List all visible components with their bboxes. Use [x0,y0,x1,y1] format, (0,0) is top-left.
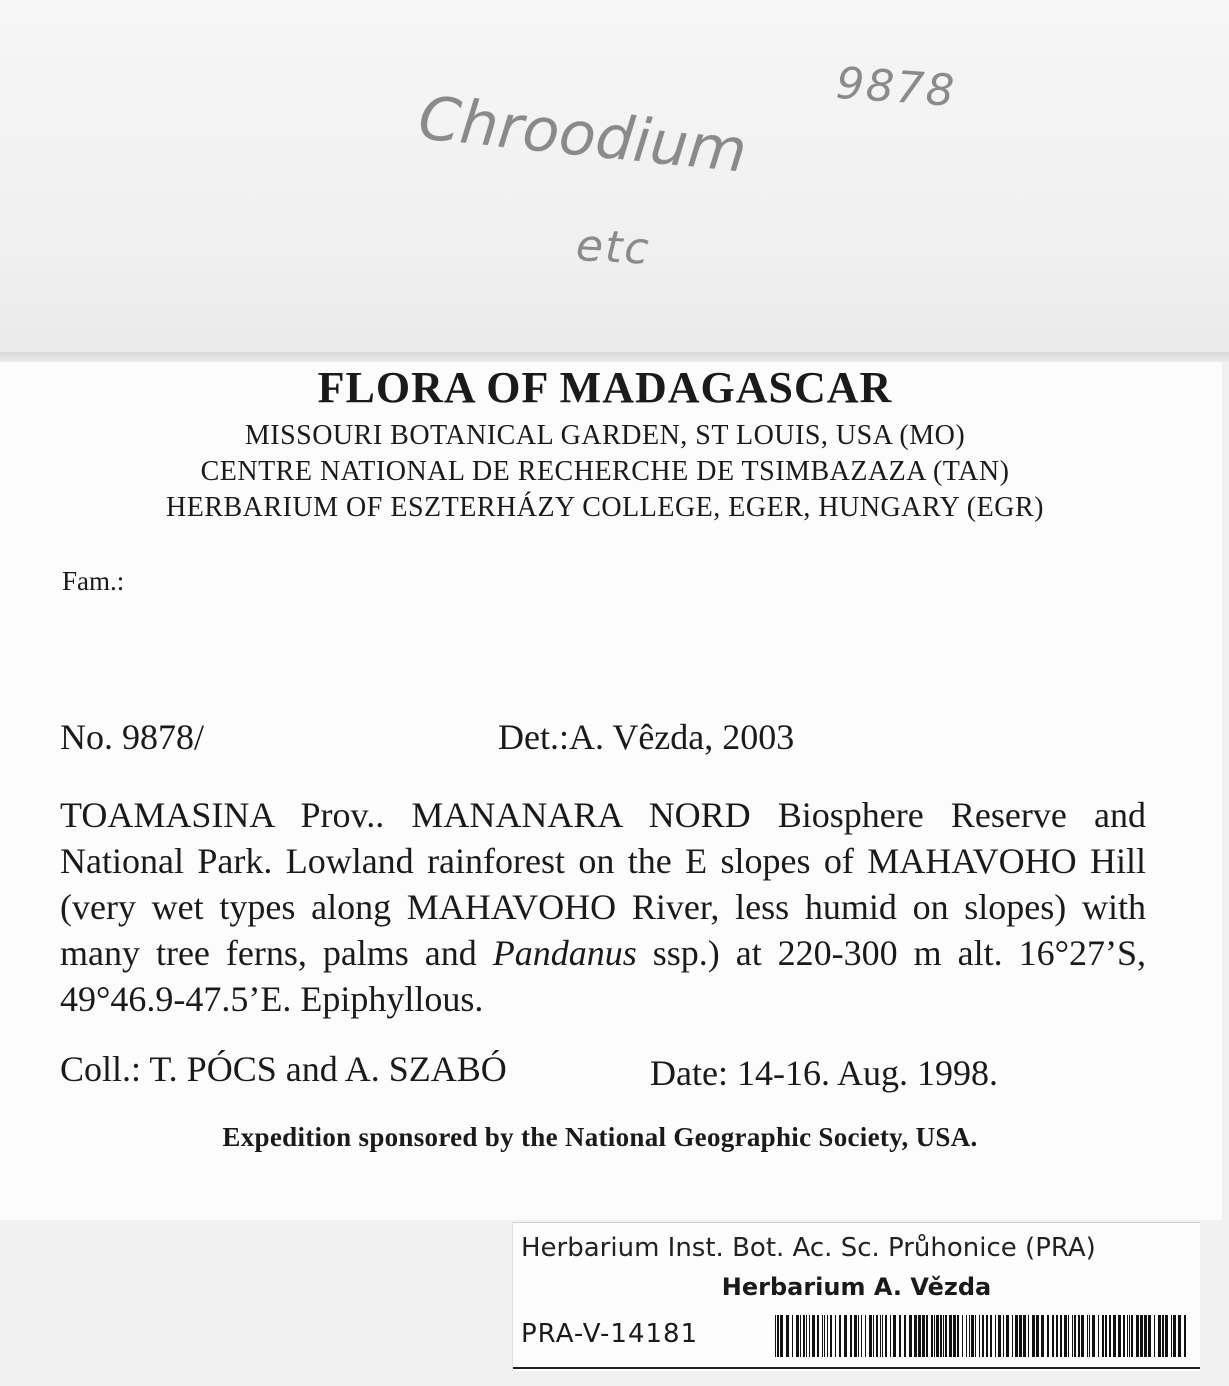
stamp-rule [513,1367,1200,1369]
institution-line-3: HERBARIUM OF ESZTERHÁZY COLLEGE, EGER, HUNGARY (EGR) [166,492,1044,523]
specimen-number: No. 9878/ [60,717,204,757]
pencil-genus-annotation: Chroodium [415,82,751,188]
locality-italic-genus: Pandanus [492,933,637,973]
collectors: Coll.: T. PÓCS and A. SZABÓ [60,1049,507,1089]
collection-date: Date: 14-16. Aug. 1998. [650,1053,998,1093]
determination: Det.:A. Vêzda, 2003 [498,717,795,757]
label-title: FLORA OF MADAGASCAR [317,363,893,412]
stamp-institution: Herbarium Inst. Bot. Ac. Sc. Průhonice (PRA) [521,1233,1096,1263]
institution-line-2: CENTRE NATIONAL DE RECHERCHE DE TSIMBAZAZA (TAN) [200,456,1010,487]
locality-main-text: TOAMASINA Prov.. MANANARA NORD Biosphere Reserve and National Park. Lowland rainforest on the E slopes of MAHAVOHO Hill (very wet types along MAHAVOHO River, less humid on slopes) with many tree ferns, palms and [60,795,1146,973]
locality-end-text: ssp.) at 220-300 m alt. 16°27’S, 49°46.9-47.5’E. Epiphyllous. [60,933,1146,1019]
stamp-herbarium: Herbarium A. Vězda [721,1273,992,1301]
envelope-flap [0,0,1229,360]
specimen-label [0,362,1222,1220]
institution-line-1: MISSOURI BOTANICAL GARDEN, ST LOUIS, USA (MO) [244,420,966,451]
herbarium-stamp [512,1222,1200,1371]
pencil-abbr-annotation: etc [574,220,652,275]
stamp-code: PRA-V-14181 [521,1319,699,1349]
locality-description [60,792,1146,1022]
barcode-icon [775,1315,1187,1357]
family-label: Fam.: [62,566,125,596]
envelope-edge [0,352,1229,362]
pencil-number-annotation: 9878 [834,57,958,118]
sponsor-note: Expedition sponsored by the National Geographic Society, USA. [222,1122,978,1152]
